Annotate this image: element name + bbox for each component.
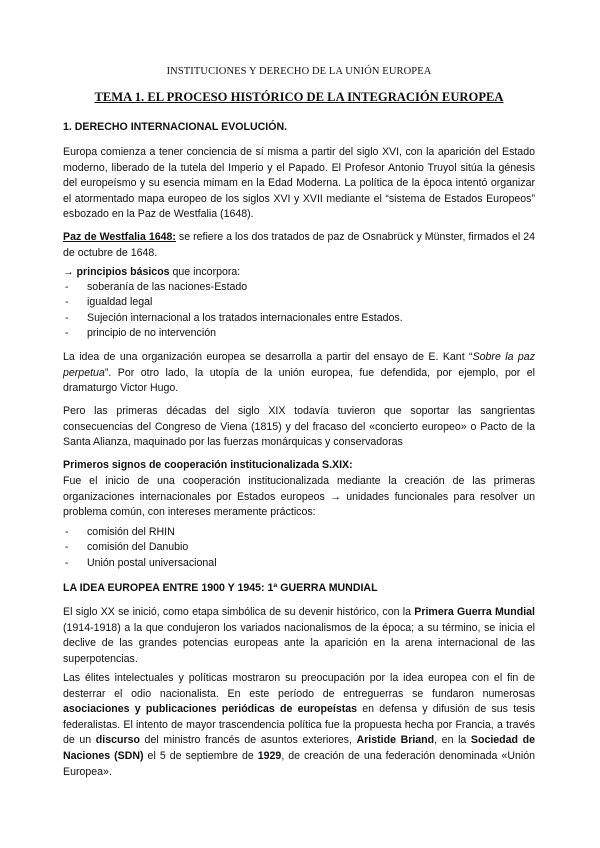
text-run: , de creación de una federación denominada «Unión Europea». — [63, 749, 536, 778]
document-header: INSTITUCIONES Y DERECHO DE LA UNIÓN EUROPEA — [166, 66, 432, 77]
asociaciones-bold: asociaciones y publicaciones periódicas de europeístas — [63, 703, 358, 716]
arrow-icon: → — [63, 266, 77, 278]
section-heading-idea-europea: LA IDEA EUROPEA ENTRE 1900 Y 1945: 1ª GUERRA MUNDIAL — [63, 582, 378, 594]
primera-guerra-mundial: Primera Guerra Mundial — [414, 606, 535, 618]
list-item: - soberanía de las naciones-Estado — [63, 280, 535, 295]
aristide-briand-bold: Aristide Briand — [356, 734, 435, 747]
paragraph-cooperation: Fue el inicio de una cooperación institucionalizada mediante la creación de las primeras organizaciones internacionales por Estados europeos → unidades funcionales para resolver un problema común, con intereses meramente prácticos: — [63, 475, 535, 519]
paragraph-elites — [63, 671, 535, 780]
paragraph-westfalia — [63, 230, 535, 261]
principios-intro — [63, 265, 535, 280]
paragraph-siglo-xix: Pero las primeras décadas del siglo XIX todavía tuvieron que soportar las sangrientas consecuencias del Congreso de Viena (1815) y del fracaso del «concierto europeo» o Pacto de la Santa Alianza, maquinado por las fuerzas monárquicas y conservadoras — [63, 405, 535, 449]
sdn-bold: Sociedad de Naciones (SDN) — [63, 734, 535, 762]
section-heading-derecho-internacional: 1. DERECHO INTERNACIONAL EVOLUCIÓN. — [63, 121, 288, 133]
text-run: El siglo XX se inició, como etapa simbólica de su devenir histórico, con la — [63, 606, 415, 618]
text-run: en defensa y difusión de sus tesis federalistas. El intento de mayor trascendencia política fue la propuesta hecha por Francia, a través de un — [63, 703, 535, 747]
kant-italic: Sobre la paz perpetua — [63, 351, 536, 379]
principios-rest: que incorpora: — [169, 266, 241, 278]
text-run: , en la — [434, 734, 471, 747]
list-item: - igualdad legal — [63, 295, 535, 310]
year-1929-bold: 1929 — [257, 749, 282, 762]
westfalia-text: se refiere a los dos tratados de paz de Osnabrück y Münster, firmados el 24 de octubre de 1648. — [63, 231, 536, 259]
list-item: - Sujeción internacional a los tratados internacionales entre Estados. — [63, 311, 535, 326]
paragraph-europa: Europa comienza a tener conciencia de sí misma a partir del siglo XVI, con la aparición del Estado moderno, liberado de la tutela del Imperio y el Papado. El Profesor Antonio Truyol sitúa la génesis del europeísmo y su esencia mimam en la Edad Moderna. La política de la época intentó organizar el atormentado mapa europeo de los siglos XVI y XVII mediante el “sistema de Estados Europeos” esbozado en la Paz de Westfalia (1648). — [63, 146, 535, 221]
text-run: Las élites intelectuales y políticas mostraron su preocupación por la idea europea con el fin de desterrar el odio nacionalista. En este período de entreguerras se fundaron numerosas — [63, 672, 535, 700]
text-run: el 5 de septiembre de — [143, 749, 258, 762]
discurso-bold: discurso — [95, 734, 140, 747]
document-title: TEMA 1. EL PROCESO HISTÓRICO DE LA INTEGRACIÓN EUROPEA — [94, 90, 504, 104]
paragraph-siglo-xx — [63, 605, 535, 667]
list-item: - comisión del Danubio — [63, 540, 535, 555]
list-item: - comisión del RHIN — [63, 525, 535, 540]
westfalia-label: Paz de Westfalia 1648: — [63, 231, 176, 243]
principios-list — [63, 280, 535, 342]
text-run: del ministro francés de asuntos exteriores, — [139, 734, 357, 747]
kant-text-a: La idea de una organización europea se desarrolla a partir del ensayo de E. Kant “ — [63, 351, 473, 363]
principios-bold: principios básicos — [76, 266, 170, 278]
paragraph-kant — [63, 350, 535, 397]
list-item: - Unión postal universacional — [63, 556, 535, 571]
kant-text-b: ”. Por otro lado, la utopía de la unión europea, fue defendida, por ejemplo, por el dramaturgo Victor Hugo. — [63, 366, 535, 395]
list-item: - principio de no intervención — [63, 326, 535, 341]
cooperation-list — [63, 525, 535, 571]
text-run: (1914-1918) a la que condujeron los variados nacionalismos de la época; a su término, se inicia el declive de las grandes potencias europeas ante la aparición en la arena internacional de las superpotencias. — [63, 621, 535, 665]
cooperation-heading: Primeros signos de cooperación institucionalizada S.XIX: — [63, 459, 353, 471]
